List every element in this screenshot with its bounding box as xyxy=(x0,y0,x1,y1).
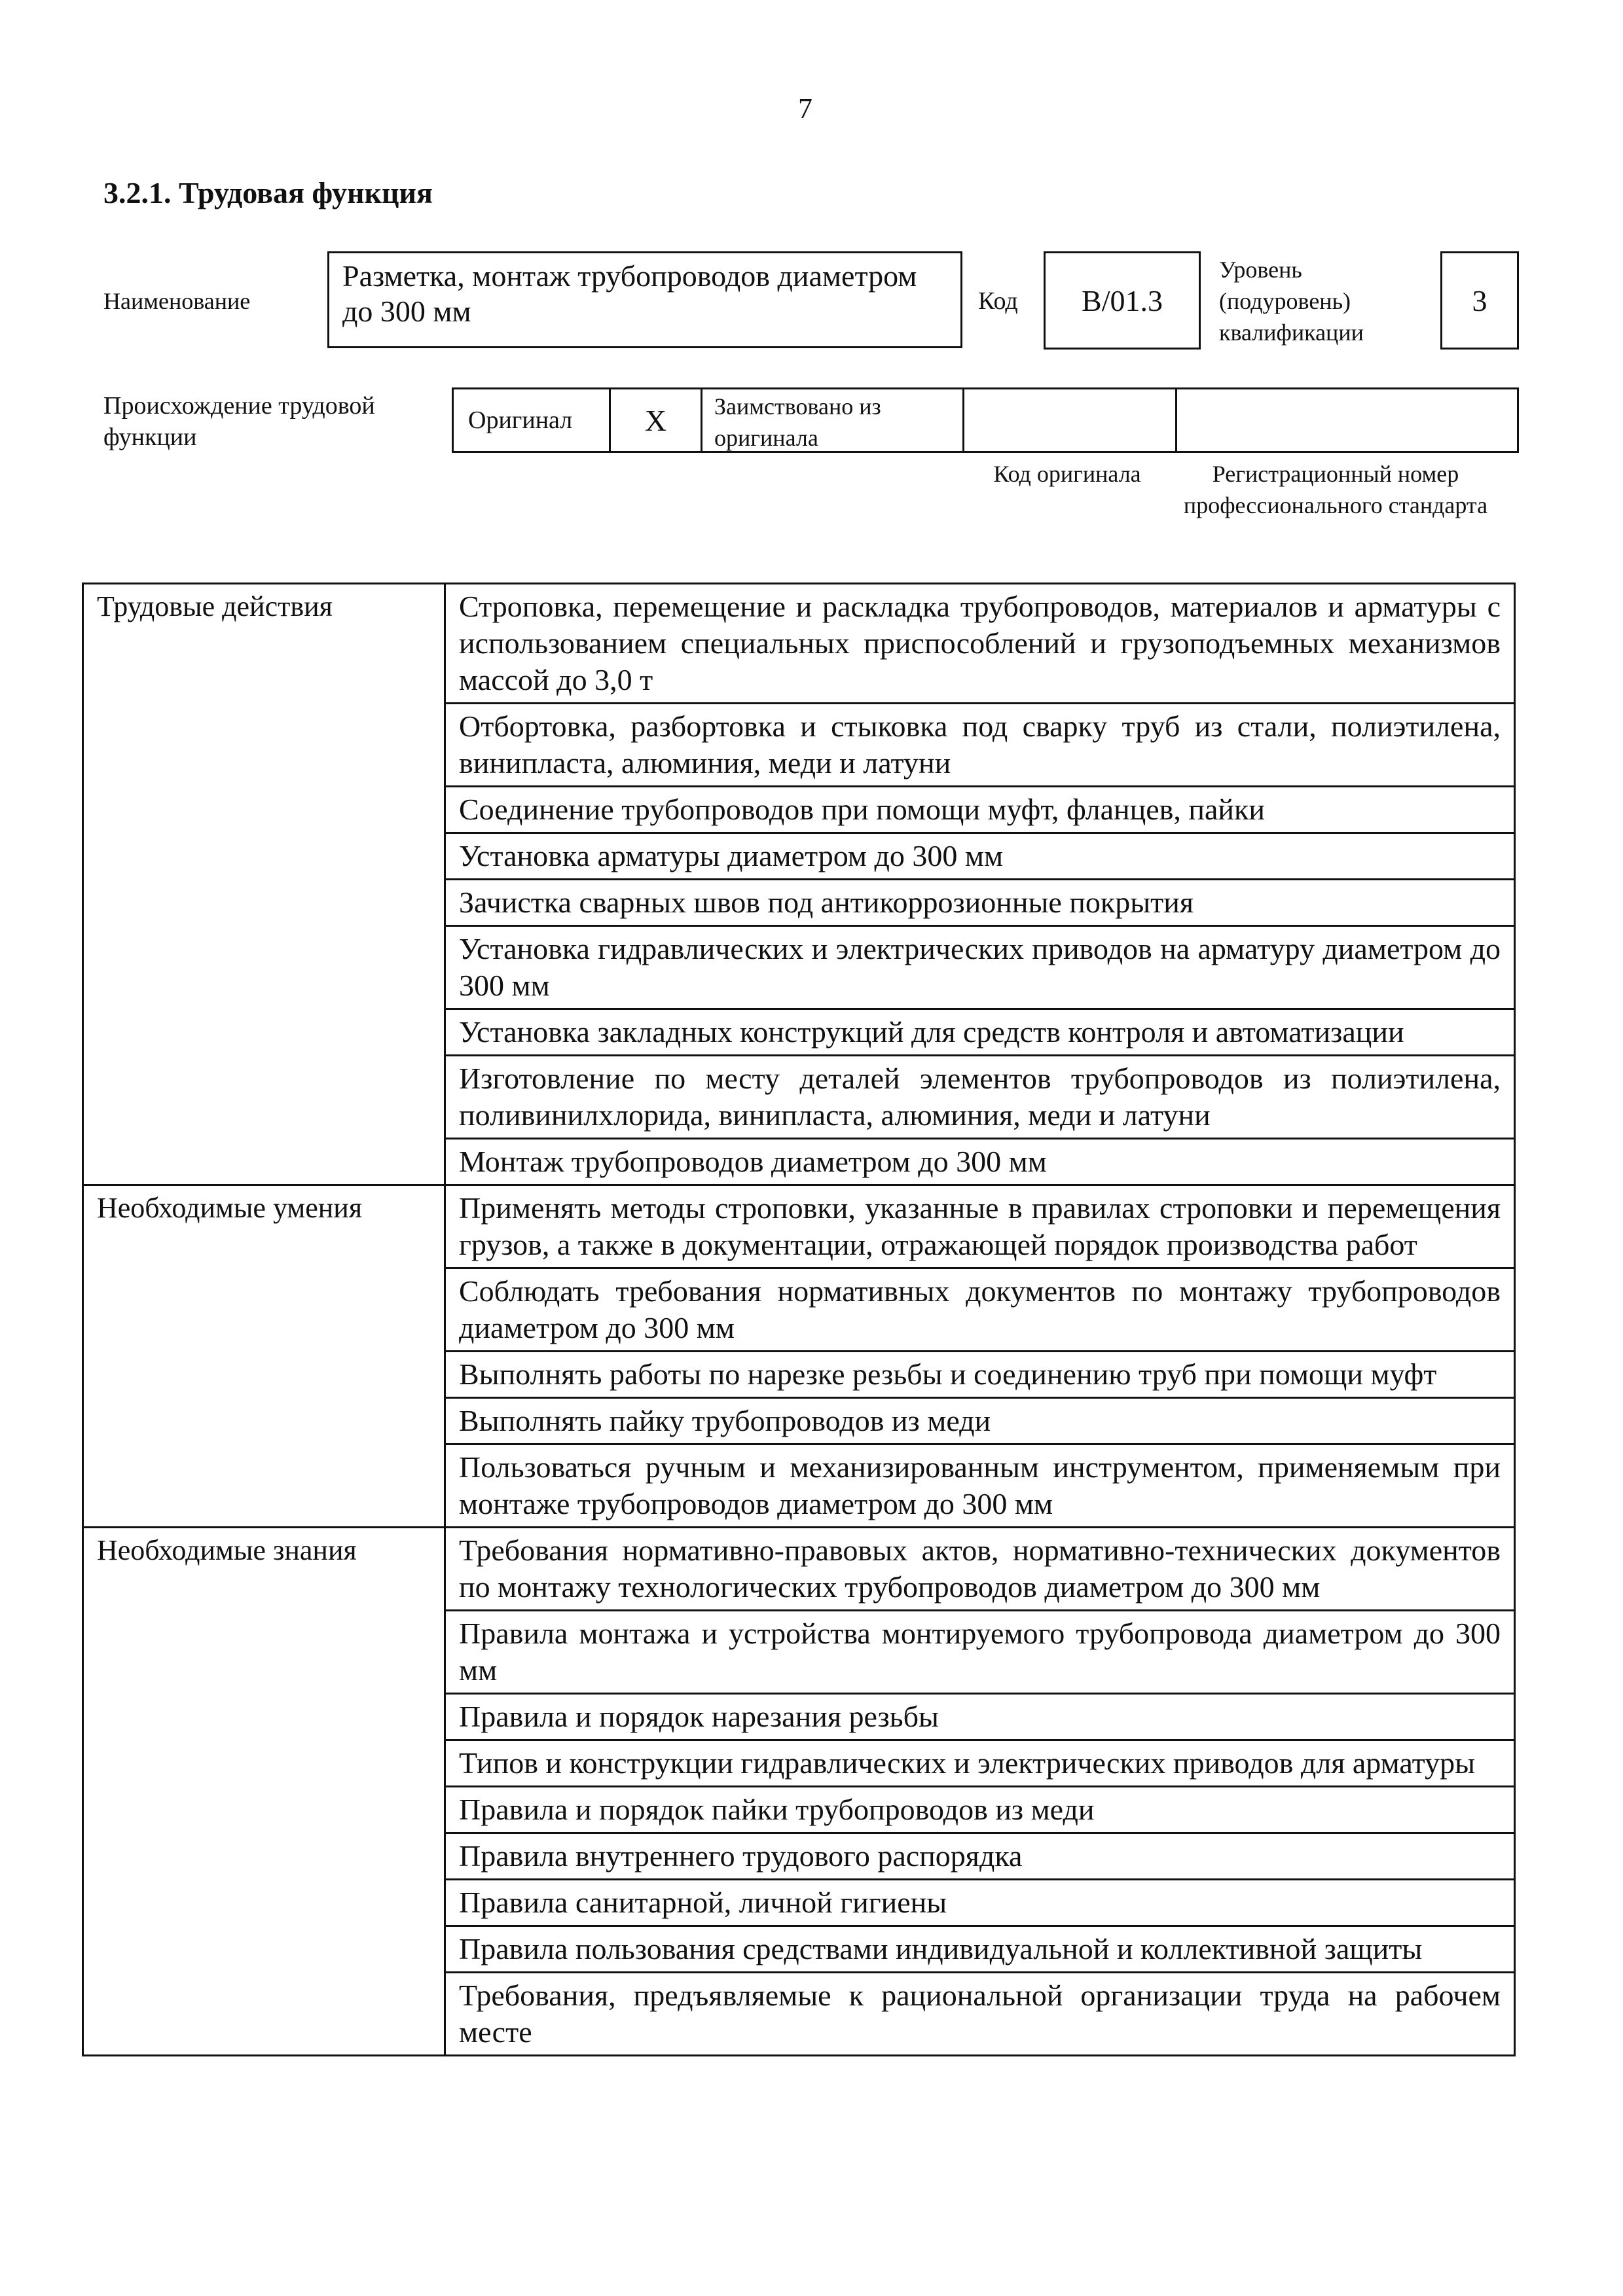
item-cell: Отбортовка, разбортовка и стыковка под сварку труб из стали, полиэтилена, винипласта, алюминия, меди и латуни xyxy=(445,704,1515,787)
code-label: Код xyxy=(978,287,1018,315)
level-value: 3 xyxy=(1472,283,1487,317)
table-row xyxy=(83,1185,1515,1268)
item-cell: Правила и порядок нарезания резьбы xyxy=(445,1694,1515,1740)
original-label: Оригинал xyxy=(454,389,611,451)
level-value-box xyxy=(1440,251,1519,350)
item-cell: Установка гидравлических и электрических приводов на арматуру диаметром до 300 мм xyxy=(445,926,1515,1009)
item-cell: Соединение трубопроводов при помощи муфт, фланцев, пайки xyxy=(445,787,1515,833)
name-label: Наименование xyxy=(103,288,251,314)
category-cell: Необходимые умения xyxy=(83,1185,445,1528)
category-cell: Необходимые знания xyxy=(83,1528,445,2056)
item-cell: Правила санитарной, личной гигиены xyxy=(445,1880,1515,1926)
item-cell: Строповка, перемещение и раскладка трубопроводов, материалов и арматуры с использованием специальных приспособлений и грузоподъемных механизмов массой до 3,0 т xyxy=(445,584,1515,704)
borrowed-label: Заимствовано из оригинала xyxy=(702,389,964,451)
category-cell: Трудовые действия xyxy=(83,584,445,1185)
section-title: 3.2.1. Трудовая функция xyxy=(103,176,433,209)
item-cell: Выполнять пайку трубопроводов из меди xyxy=(445,1398,1515,1444)
item-cell: Изготовление по месту деталей элементов трубопроводов из полиэтилена, поливинилхлорида, винипласта, алюминия, меди и латуни xyxy=(445,1056,1515,1139)
original-code-cell xyxy=(964,389,1177,451)
item-cell: Выполнять работы по нарезке резьбы и соединению труб при помощи муфт xyxy=(445,1352,1515,1398)
name-value-box xyxy=(327,251,962,348)
item-cell: Правила монтажа и устройства монтируемого трубопровода диаметром до 300 мм xyxy=(445,1611,1515,1694)
item-cell: Типов и конструкции гидравлических и электрических приводов для арматуры xyxy=(445,1740,1515,1787)
labor-function-table xyxy=(82,583,1516,2056)
item-cell: Зачистка сварных швов под антикоррозионные покрытия xyxy=(445,880,1515,926)
reg-number-cell xyxy=(1177,389,1517,451)
item-cell: Правила внутреннего трудового распорядка xyxy=(445,1833,1515,1880)
origin-row xyxy=(452,387,1519,453)
item-cell: Требования, предъявляемые к рациональной организации труда на рабочем месте xyxy=(445,1973,1515,2056)
item-cell: Правила и порядок пайки трубопроводов из меди xyxy=(445,1787,1515,1833)
item-cell: Правила пользования средствами индивидуальной и коллективной защиты xyxy=(445,1926,1515,1973)
table-row xyxy=(83,1528,1515,1611)
item-cell: Требования нормативно-правовых актов, нормативно-технических документов по монтажу технологических трубопроводов диаметром до 300 мм xyxy=(445,1528,1515,1611)
original-mark: X xyxy=(611,389,702,451)
reg-number-caption: Регистрационный номер профессионального стандарта xyxy=(1183,461,1488,518)
code-value: В/01.3 xyxy=(1082,283,1163,317)
name-value: Разметка, монтаж трубопроводов диаметром до 300 мм xyxy=(342,259,917,328)
origin-label: Происхождение трудовой функции xyxy=(103,392,375,451)
item-cell: Применять методы строповки, указанные в правилах строповки и перемещения грузов, а также в документации, отражающей порядок производства работ xyxy=(445,1185,1515,1268)
item-cell: Монтаж трубопроводов диаметром до 300 мм xyxy=(445,1139,1515,1185)
level-label: Уровень (подуровень) квалификации xyxy=(1219,257,1364,346)
table-row xyxy=(83,584,1515,704)
item-cell: Установка закладных конструкций для средств контроля и автоматизации xyxy=(445,1009,1515,1056)
original-code-caption: Код оригинала xyxy=(993,461,1141,487)
page-number: 7 xyxy=(798,92,812,124)
code-value-box xyxy=(1044,251,1201,350)
item-cell: Установка арматуры диаметром до 300 мм xyxy=(445,833,1515,880)
item-cell: Пользоваться ручным и механизированным инструментом, применяемым при монтаже трубопроводов диаметром до 300 мм xyxy=(445,1444,1515,1528)
item-cell: Соблюдать требования нормативных документов по монтажу трубопроводов диаметром до 300 мм xyxy=(445,1268,1515,1352)
